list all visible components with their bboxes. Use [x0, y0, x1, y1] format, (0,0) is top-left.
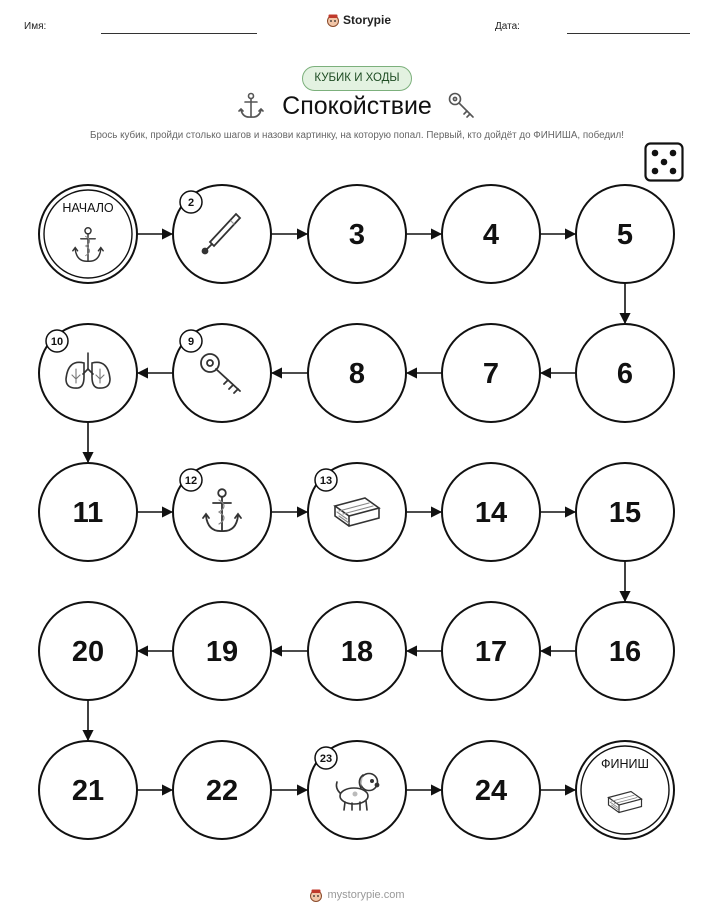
cell-number: 20: [71, 636, 105, 668]
cell-number: 14: [474, 497, 508, 529]
board-cell-9[interactable]: [173, 324, 271, 422]
board-cell-17[interactable]: [442, 602, 540, 700]
cell-number: 3: [348, 219, 366, 251]
footer-mascot-icon: [309, 888, 323, 902]
cell-number: 10: [50, 336, 64, 348]
footer: [0, 888, 714, 902]
cell-number: 9: [187, 336, 195, 348]
board-cell-18[interactable]: [308, 602, 406, 700]
cell-number: 24: [474, 775, 508, 807]
category-badge: КУБИК И ХОДЫ: [302, 66, 412, 91]
cell-number: 2: [187, 197, 195, 209]
cell-number: 22: [205, 775, 239, 807]
board-cell-20[interactable]: [39, 602, 137, 700]
board-cell-14[interactable]: [442, 463, 540, 561]
cell-circle: [576, 741, 674, 839]
board-cell-24[interactable]: [442, 741, 540, 839]
page-title: Спокойствие: [282, 92, 432, 120]
board-cell-21[interactable]: [39, 741, 137, 839]
board-cell-25[interactable]: [576, 741, 674, 839]
date-label: Дата:: [495, 21, 520, 32]
cell-number: 21: [71, 775, 105, 807]
cell-number: 17: [474, 636, 508, 668]
name-label: Имя:: [24, 21, 47, 32]
cell-number: 13: [319, 475, 333, 487]
cell-number: 18: [340, 636, 374, 668]
board-cell-13[interactable]: [308, 463, 406, 561]
cell-number: 7: [482, 358, 500, 390]
cell-number: 11: [72, 497, 104, 529]
board-cell-3[interactable]: [308, 185, 406, 283]
cell-number: 4: [482, 219, 500, 251]
instructions: Брось кубик, пройди столько шагов и назови картинку, на которую попал. Первый, кто дойдёт до ФИНИША, победил!: [90, 130, 624, 141]
board-cell-22[interactable]: [173, 741, 271, 839]
footer-site: mystorypie.com: [327, 889, 405, 901]
board-cell-15[interactable]: [576, 463, 674, 561]
cell-number: 16: [608, 636, 642, 668]
board-cell-1[interactable]: [39, 185, 137, 283]
board-cell-16[interactable]: [576, 602, 674, 700]
board-cell-2[interactable]: [173, 185, 271, 283]
cell-number: 15: [608, 497, 642, 529]
board-cell-11[interactable]: [39, 463, 137, 561]
start-label: НАЧАЛО: [62, 201, 114, 215]
cell-number: 6: [616, 358, 634, 390]
brand-name: Storypie: [343, 13, 392, 27]
board-cell-4[interactable]: [442, 185, 540, 283]
board-cell-23[interactable]: [308, 741, 406, 839]
cell-number: 12: [184, 475, 198, 487]
finish-label: ФИНИШ: [601, 757, 649, 771]
board-cell-12[interactable]: [173, 463, 271, 561]
board-cell-10[interactable]: [39, 324, 137, 422]
board-cell-5[interactable]: [576, 185, 674, 283]
cell-number: 23: [319, 753, 333, 765]
board-cell-8[interactable]: [308, 324, 406, 422]
board-cell-6[interactable]: [576, 324, 674, 422]
board-cell-19[interactable]: [173, 602, 271, 700]
cell-number: 5: [616, 219, 634, 251]
cell-number: 19: [205, 636, 239, 668]
board-cell-7[interactable]: [442, 324, 540, 422]
cell-number: 8: [348, 358, 366, 390]
